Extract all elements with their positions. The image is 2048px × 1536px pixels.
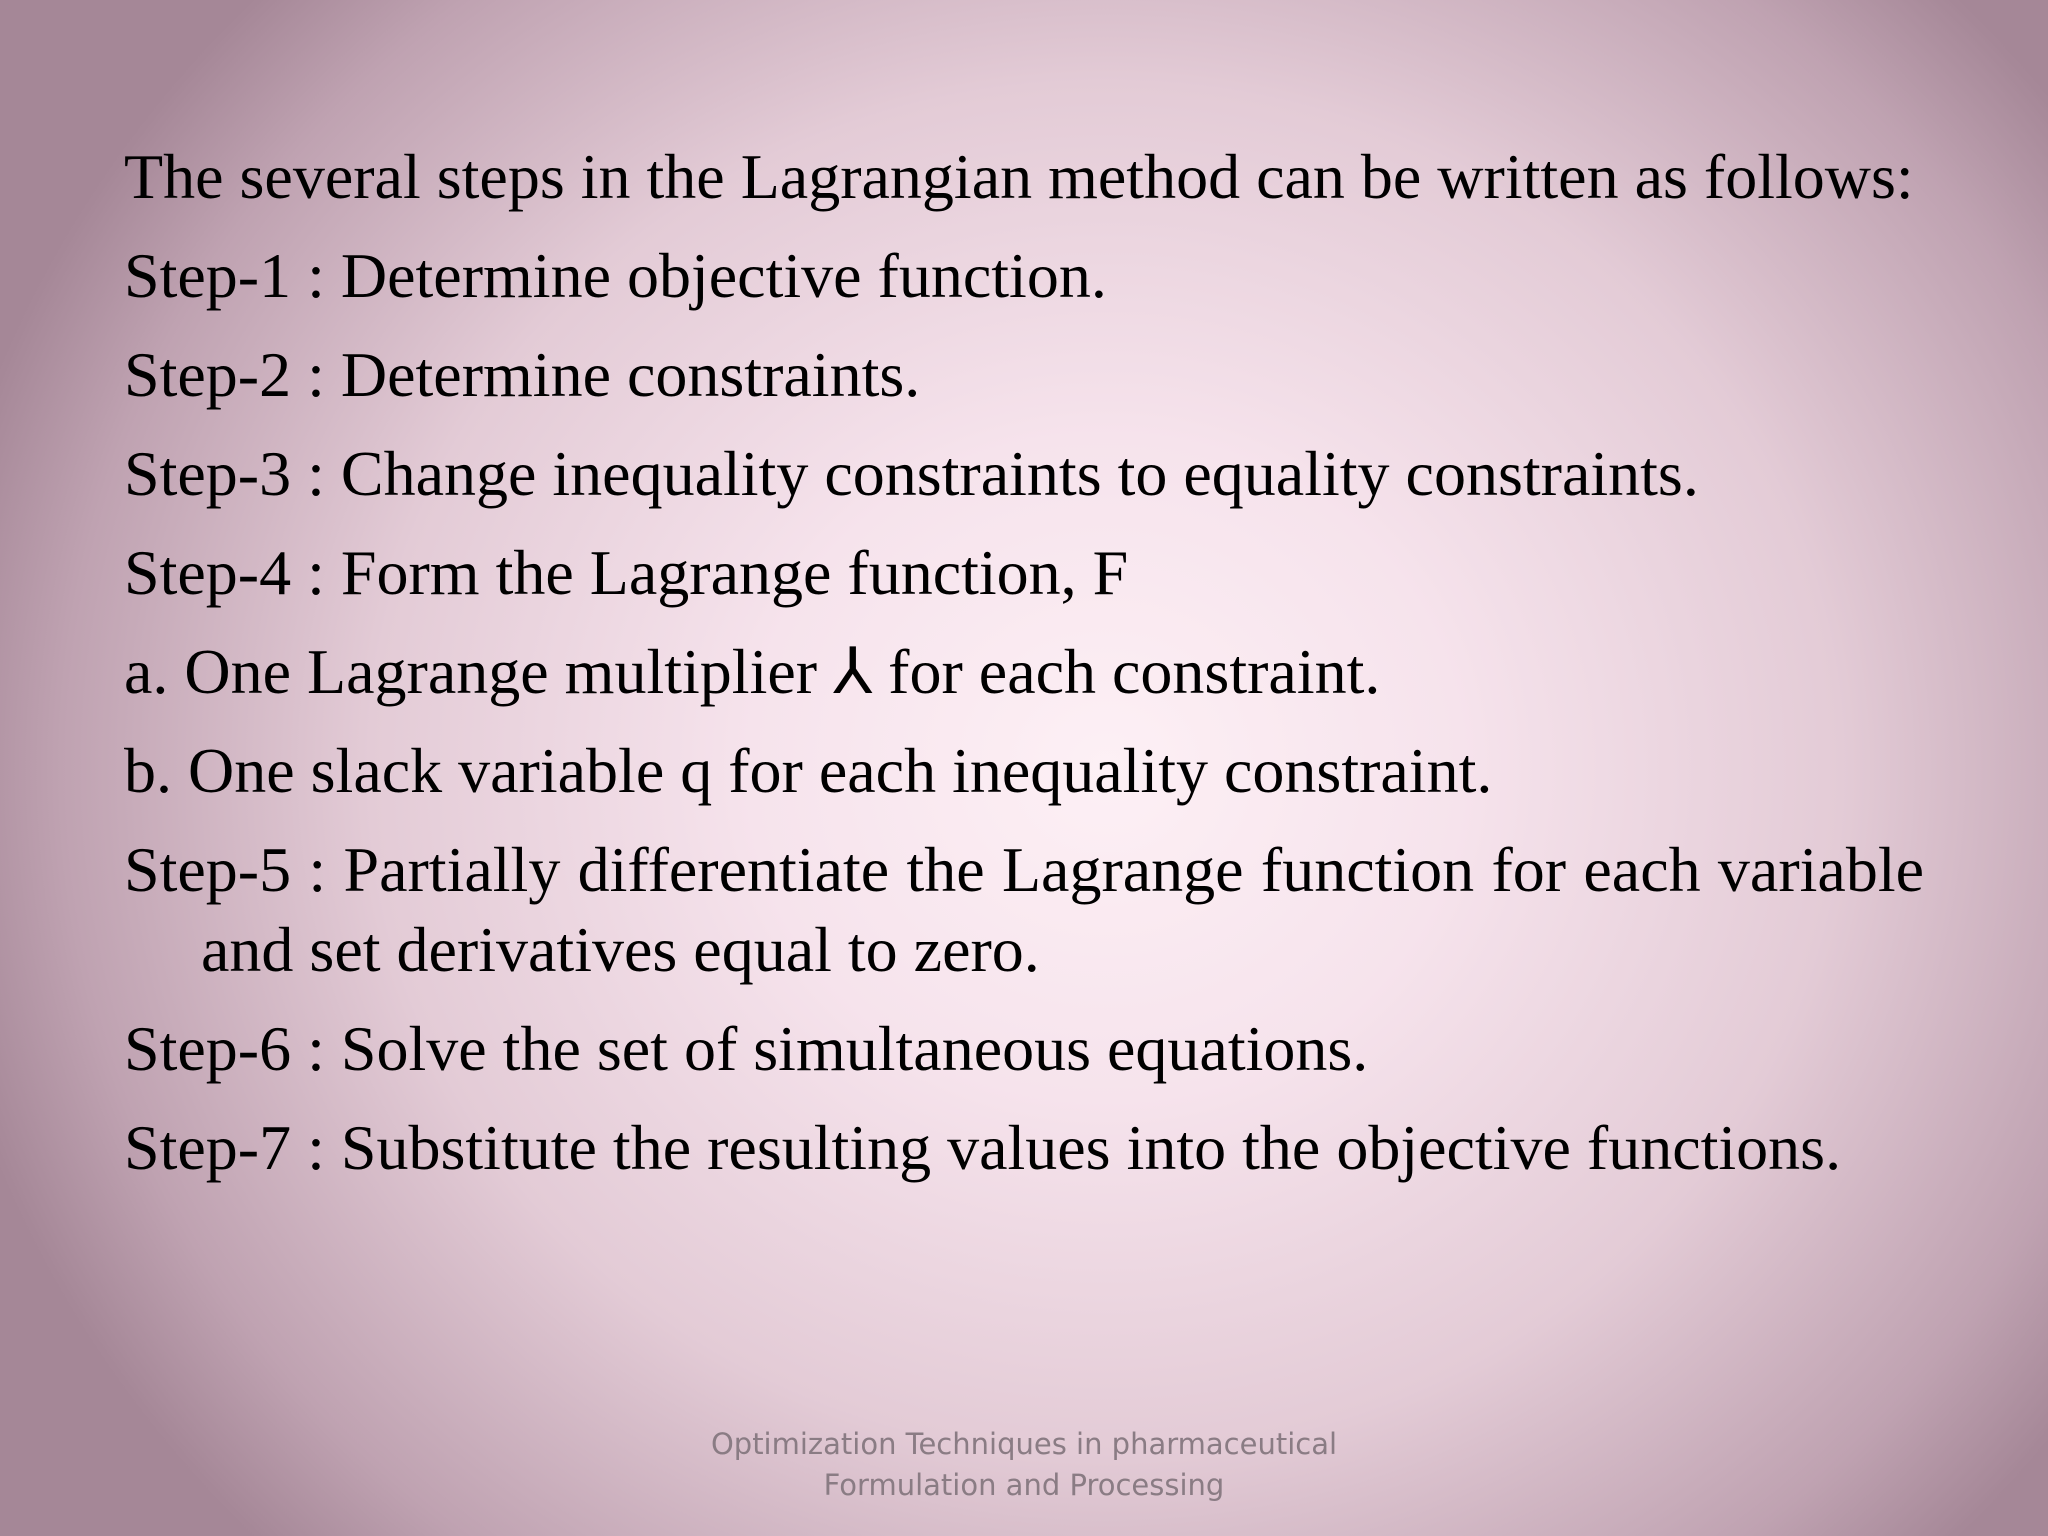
step-7: Step-7 : Substitute the resulting values into the objective functions. bbox=[124, 1112, 1842, 1183]
step-4: Step-4 : Form the Lagrange function, F bbox=[124, 537, 1129, 608]
footer-line-2: Formulation and Processing bbox=[823, 1468, 1225, 1502]
step-5: Step-5 : Partially differentiate the Lagrange function for each variable and set derivatives equal to zero. bbox=[124, 834, 1924, 985]
slide-footer bbox=[0, 1424, 2048, 1506]
step-4a: a. One Lagrange multiplier ⅄ for each constraint. bbox=[124, 636, 1381, 707]
step-2: Step-2 : Determine constraints. bbox=[124, 339, 921, 410]
step-3: Step-3 : Change inequality constraints to equality constraints. bbox=[124, 438, 1699, 509]
footer-line-1: Optimization Techniques in pharmaceutical bbox=[710, 1427, 1338, 1461]
slide-body bbox=[124, 137, 1924, 1207]
intro-paragraph: The several steps in the Lagrangian method can be written as follows: bbox=[124, 141, 1914, 212]
step-1: Step-1 : Determine objective function. bbox=[124, 240, 1107, 311]
step-4b: b. One slack variable q for each inequality constraint. bbox=[124, 735, 1493, 806]
step-6: Step-6 : Solve the set of simultaneous equations. bbox=[124, 1013, 1369, 1084]
